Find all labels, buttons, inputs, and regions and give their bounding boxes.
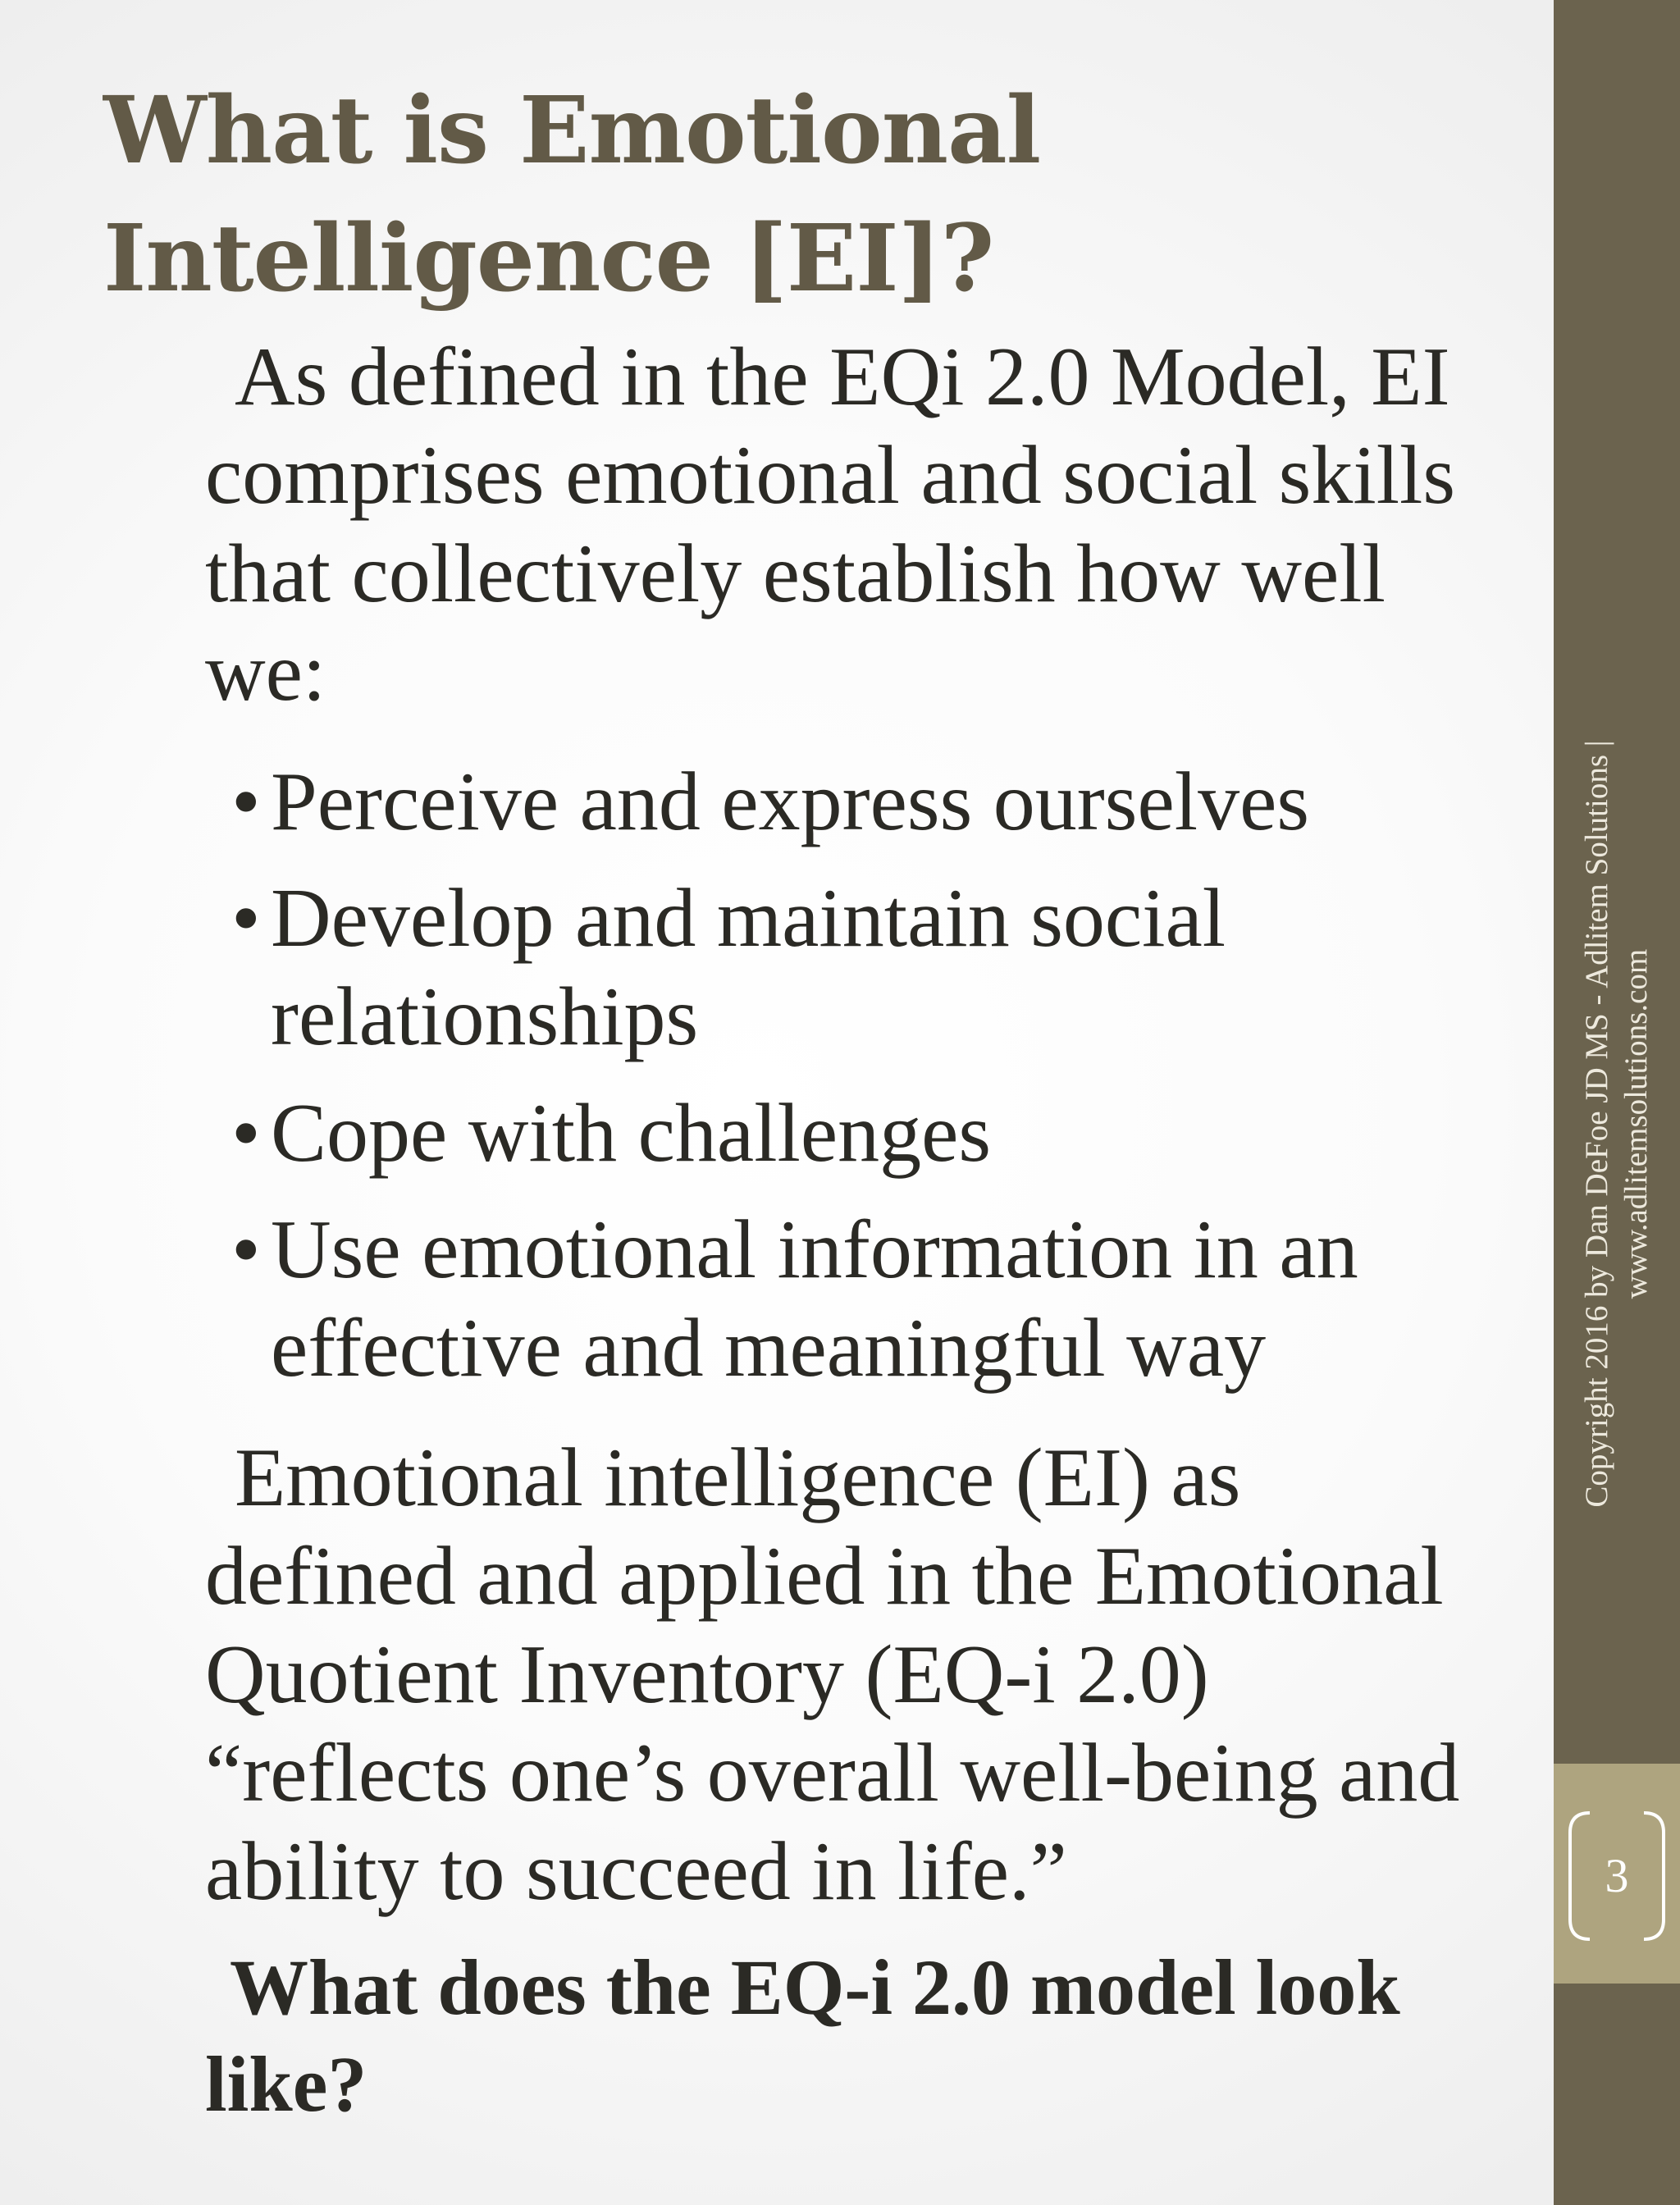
model-question: What does the EQ-i 2.0 model look like? [205,1943,1400,2128]
bullet-item [231,753,1509,851]
slide-title [103,67,1498,323]
bullet-dot-icon: • [231,756,261,848]
slide-body [205,328,1509,2133]
bullet-item [231,1201,1509,1398]
bullet-text: Perceive and express ourselves [271,756,1310,848]
copyright-line-2: www.adlitemsolutions.com [1618,948,1654,1299]
bullet-dot-icon: • [231,872,261,965]
bullet-dot-icon: • [231,1087,261,1180]
definition-paragraph: Emotional intelligence (EI) as defined and applied in the Emotional Quotient Inventory (EQ-i 2.0) “reflects one’s overall well-being and ability to succeed in life.” [205,1431,1460,1918]
bullet-text: Use emotional information in an effective and meaningful way [271,1203,1358,1395]
skills-bullet-list [205,753,1509,1398]
bullet-text: Develop and maintain social relationships [271,872,1226,1063]
bullet-text: Cope with challenges [271,1087,992,1180]
copyright-notice [1577,673,1656,1575]
slide-title-line-2: Intelligence [EI]? [103,205,994,313]
bullet-item [231,1084,1509,1183]
slide-title-line-1: What is Emotional [103,77,1041,185]
bullet-dot-icon: • [231,1203,261,1296]
bullet-item [231,870,1509,1066]
page-number: 3 [1605,1849,1629,1902]
copyright-line-1: Copyright 2016 by Dan DeFoe JD MS - Adlitem Solutions | [1579,740,1614,1508]
intro-paragraph: As defined in the EQi 2.0 Model, EI comprises emotional and social skills that collectively establish how well we: [205,331,1456,719]
